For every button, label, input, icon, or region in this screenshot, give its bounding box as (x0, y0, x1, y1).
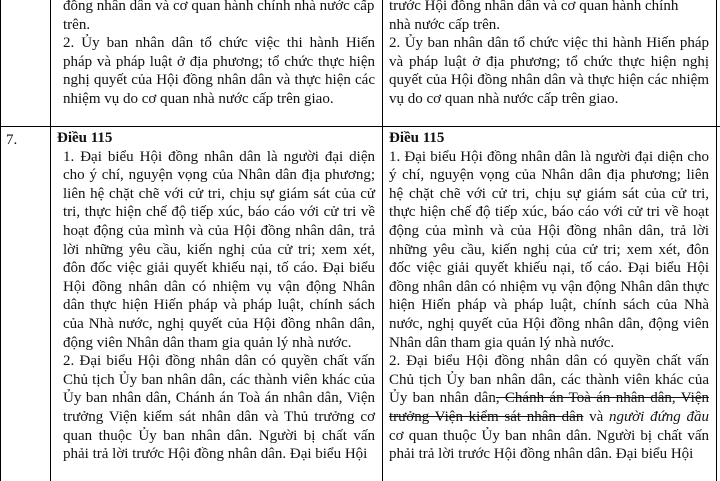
article-title-left: Điều 115 (57, 130, 113, 146)
table-border-col2 (382, 0, 383, 481)
prev-left-tail-line-1: đồng nhân dân và cơ quan hành chính nhà nước cấp (63, 0, 375, 14)
prev-row-right-cell (389, 0, 709, 109)
table-border-left (0, 0, 1, 481)
prev-right-tail-line-2: nhà nước cấp trên. (389, 16, 501, 33)
table-border-right (716, 0, 717, 481)
table-border-col1 (50, 0, 51, 481)
row7-right-cell (389, 129, 709, 464)
right-clause-2-italic-text: người đứng đầu (608, 408, 709, 425)
left-clause-2: 2. Đại biểu Hội đồng nhân dân có quyền chất vấn Chủ tịch Ủy ban nhân dân, các thành viên khác của Ủy ban nhân dân, Chánh án Toà án nhân dân, Viện trưởng Viện kiểm sát nhân dân và Thủ trưởng cơ quan thuộc Ủy ban nhân dân. Người bị chất vấn phải trả lời trước Hội đồng nhân dân. Đại biểu Hội (63, 353, 375, 463)
right-clause-2-text-b: và (583, 408, 609, 425)
right-clause-2-text-c: cơ quan thuộc Ủy ban nhân dân. Người bị chất vấn phải trả lời trước Hội đồng nhân dân. Đại biểu Hội (389, 427, 709, 463)
row-number: 7. (6, 132, 18, 148)
right-clause-2-struck-text: , Chánh án Toà án nhân dân, Viện trưởng Viện kiểm sát nhân dân (389, 390, 709, 425)
prev-left-tail-line-2: trên. (63, 16, 91, 33)
row7-left-cell (57, 129, 375, 464)
table-row-divider (1, 126, 720, 127)
right-clause-2-text-a: 2. Đại biểu Hội đồng nhân dân có quyền chất vấn Chủ tịch Ủy ban nhân dân, các thành viên khác của Ủy ban nhân dân (389, 353, 709, 407)
prev-right-clause-2: 2. Ủy ban nhân dân tổ chức việc thi hành Hiến pháp và pháp luật ở địa phương; tổ chức thực hiện nghị quyết của Hội đồng nhân dân và thực hiện các nhiệm vụ do cơ quan nhà nước cấp trên giao. (389, 35, 709, 107)
left-clause-1: 1. Đại biểu Hội đồng nhân dân là người đại diện cho ý chí, nguyện vọng của Nhân dân địa phương; liên hệ chặt chẽ với cử tri, chịu sự giám sát của cử tri, thực hiện chế độ tiếp xúc, báo cáo với cử tri về hoạt động của mình và của Hội đồng nhân dân, trả lời những yêu cầu, kiến nghị của cử tri; xem xét, đôn đốc việc giải quyết khiếu nại, tố cáo. Đại biểu Hội đồng nhân dân có nhiệm vụ vận động Nhân dân thực hiện Hiến pháp và pháp luật, chính sách của Nhà nước, nghị quyết của Hội đồng nhân dân, động viên Nhân dân tham gia quản lý nhà nước. (63, 148, 375, 351)
right-clause-2 (389, 352, 709, 464)
prev-row-left-cell (57, 0, 375, 109)
prev-right-tail-line-1: trước Hội đồng nhân dân và cơ quan hành chính (389, 0, 679, 14)
prev-left-clause-2: 2. Ủy ban nhân dân tổ chức việc thi hành Hiến pháp và pháp luật ở địa phương; tổ chức thực hiện nghị quyết của Hội đồng nhân dân và thực hiện các nhiệm vụ do cơ quan nhà nước cấp trên giao. (63, 35, 375, 107)
article-title-right: Điều 115 (389, 130, 445, 146)
right-clause-1: 1. Đại biểu Hội đồng nhân dân là người đại diện cho ý chí, nguyện vọng của Nhân dân địa phương; liên hệ chặt chẽ với cử tri, chịu sự giám sát của cử tri, thực hiện chế độ tiếp xúc, báo cáo với cử tri về hoạt động của mình và của Hội đồng nhân dân, trả lời những yêu cầu, kiến nghị của cử tri; xem xét, đôn đốc việc giải quyết khiếu nại, tố cáo. Đại biểu Hội đồng nhân dân có nhiệm vụ vận động Nhân dân thực hiện Hiến pháp và pháp luật, chính sách của Nhà nước, nghị quyết của Hội đồng nhân dân, động viên Nhân dân tham gia quản lý nhà nước. (389, 148, 709, 351)
